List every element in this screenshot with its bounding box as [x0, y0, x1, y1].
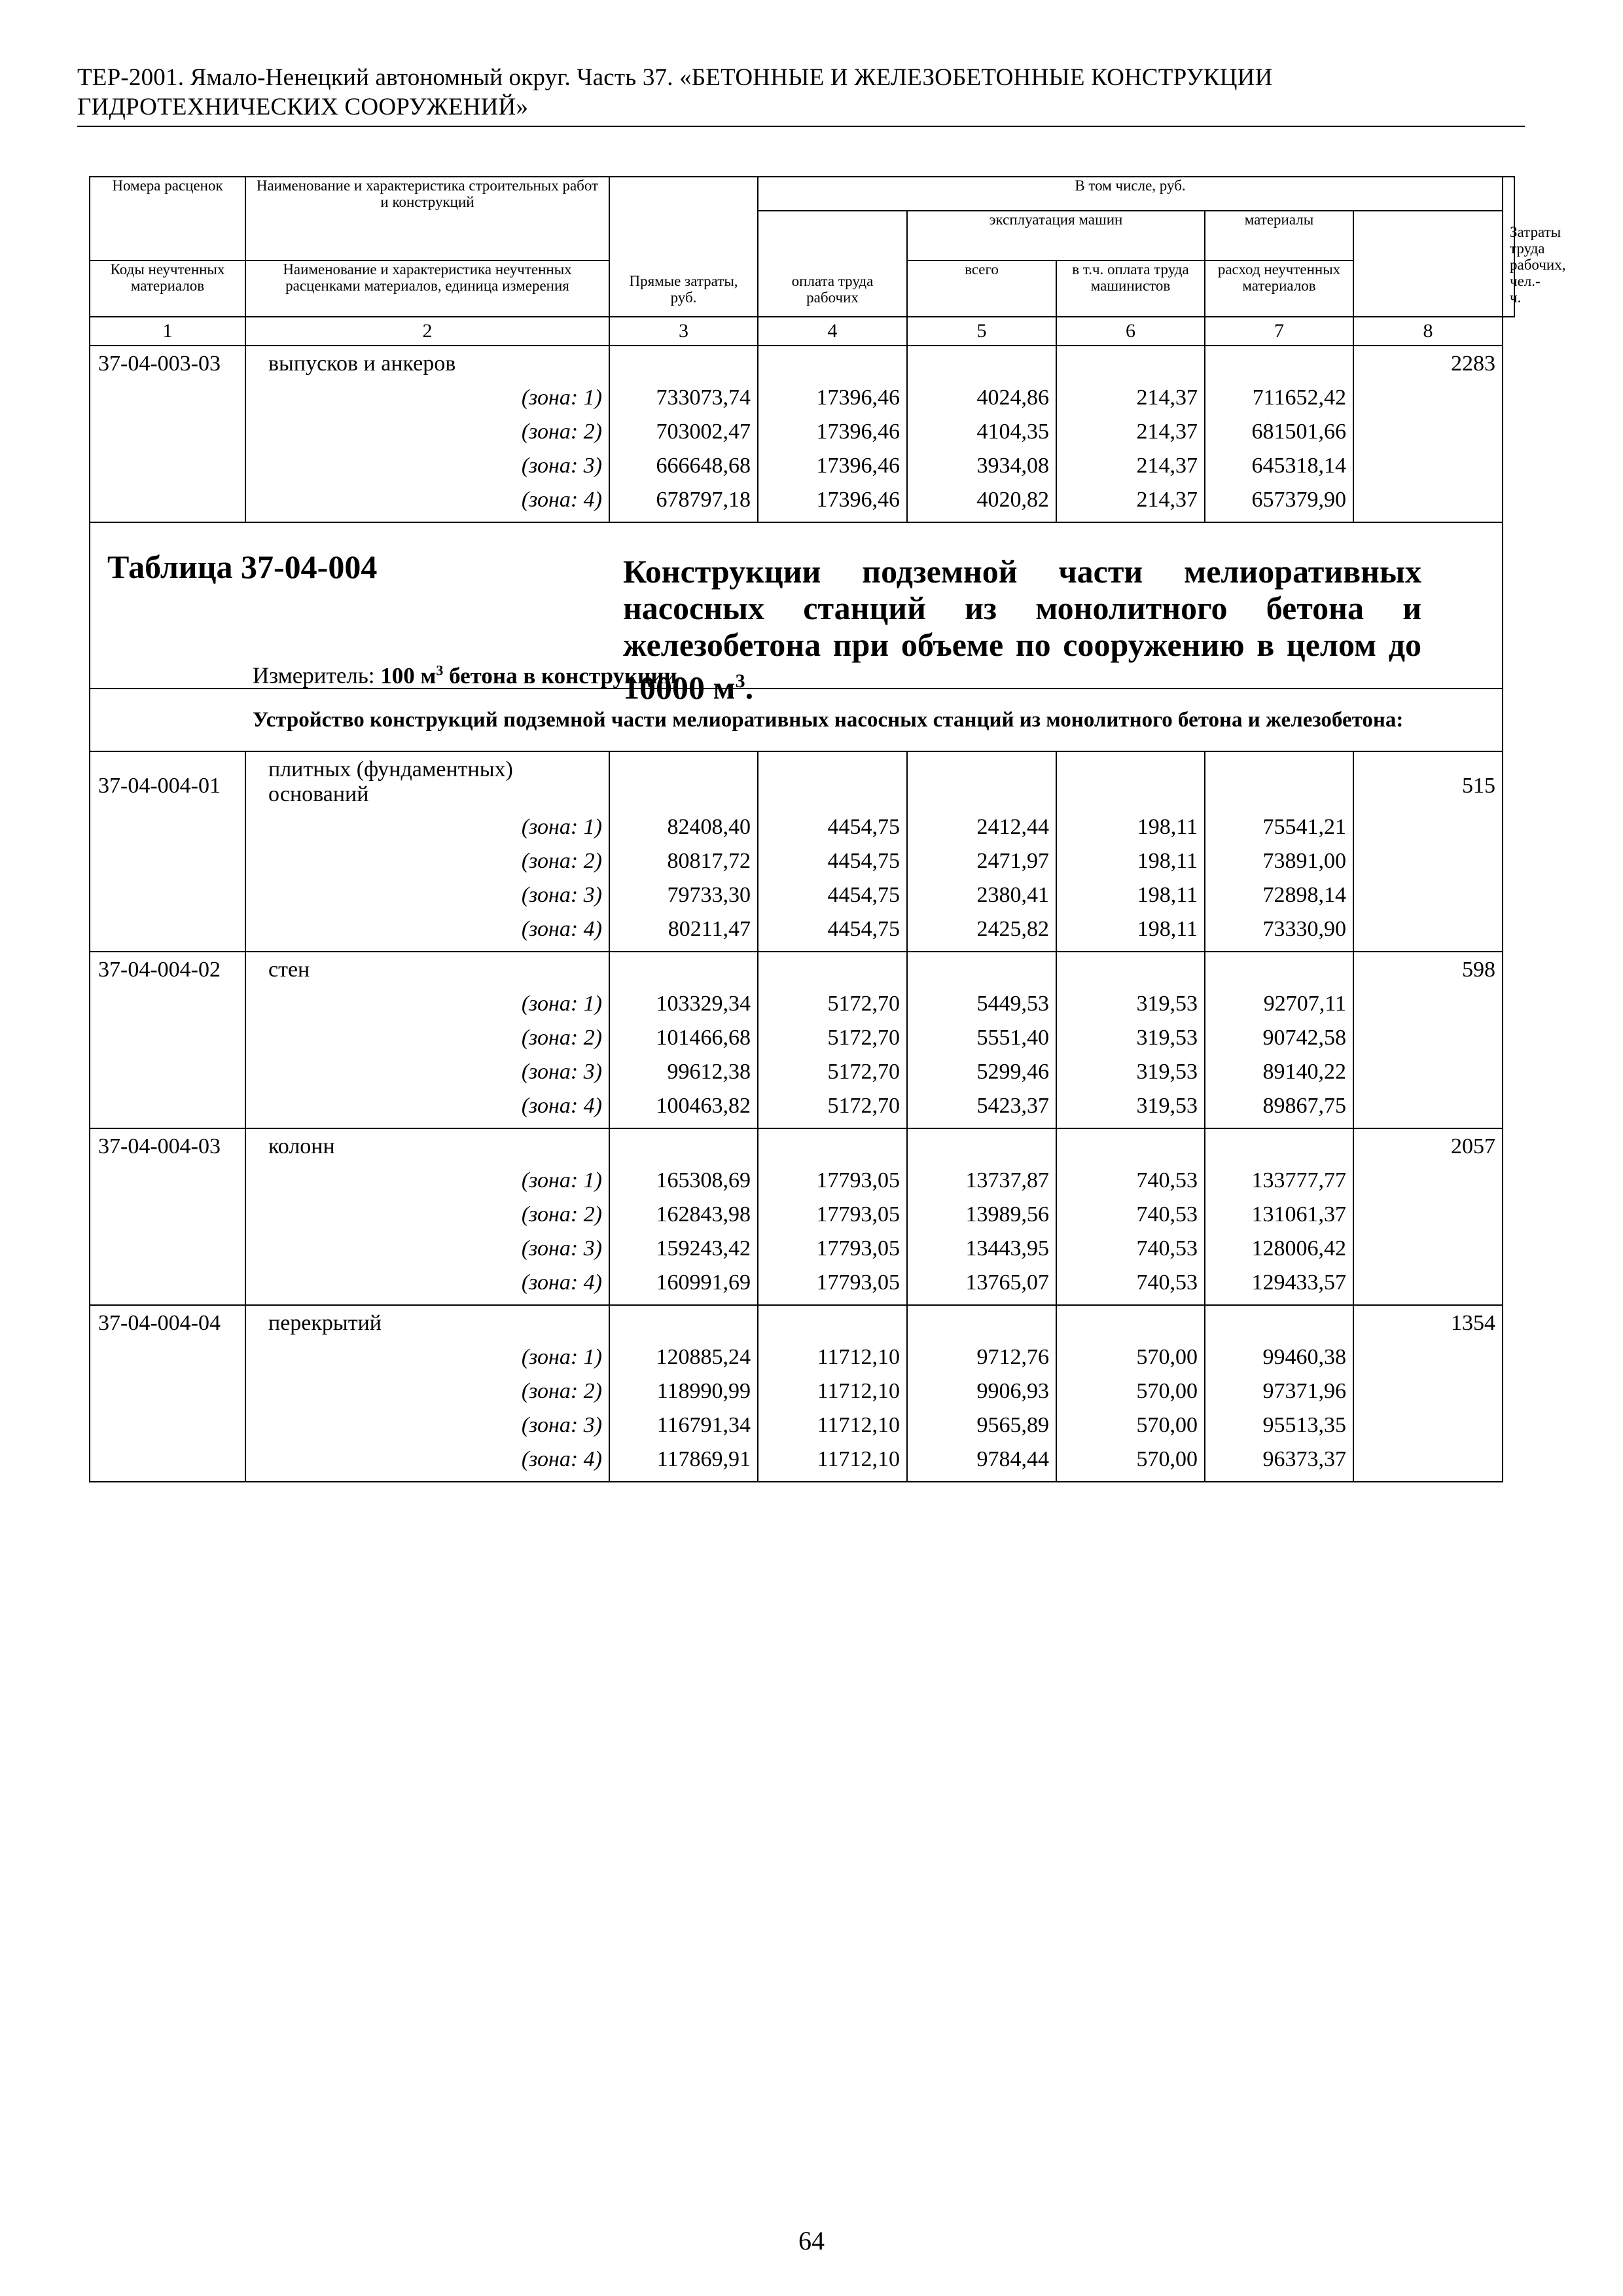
empty-cell — [90, 1168, 245, 1202]
work-name: плитных (фундаментных) оснований — [245, 751, 609, 815]
materials-cost: 97371,96 — [1205, 1379, 1353, 1413]
empty-cell — [609, 952, 758, 992]
direct-costs: 117869,91 — [609, 1447, 758, 1482]
empty-cell — [907, 751, 1056, 815]
operators-pay: 198,11 — [1056, 917, 1205, 952]
empty-cell — [907, 1128, 1056, 1168]
zone-label: (зона: 4) — [245, 917, 609, 952]
empty-cell — [907, 952, 1056, 992]
labor-pay: 5172,70 — [758, 1026, 907, 1060]
materials-cost: 645318,14 — [1205, 454, 1353, 488]
zone-label: (зона: 2) — [245, 1379, 609, 1413]
materials-cost: 133777,77 — [1205, 1168, 1353, 1202]
zone-row — [90, 386, 1514, 420]
header-direct-costs: Прямые затраты, руб. — [609, 177, 758, 317]
empty-cell — [1353, 1413, 1503, 1447]
header-unaccounted-materials: расход неучтенных материалов — [1205, 260, 1353, 317]
empty-cell — [1205, 1128, 1353, 1168]
empty-cell — [1056, 1128, 1205, 1168]
empty-cell — [907, 1305, 1056, 1345]
page-number: 64 — [798, 2226, 825, 2255]
materials-cost: 73891,00 — [1205, 849, 1353, 883]
empty-cell — [90, 420, 245, 454]
zone-label: (зона: 3) — [245, 1236, 609, 1270]
zone-label: (зона: 1) — [245, 1345, 609, 1379]
header-machines-total: всего — [907, 260, 1056, 317]
empty-cell — [1353, 992, 1503, 1026]
empty-cell — [90, 1379, 245, 1413]
empty-cell — [90, 992, 245, 1026]
zone-row — [90, 1168, 1514, 1202]
machines-cost: 5423,37 — [907, 1094, 1056, 1128]
empty-cell — [1205, 952, 1353, 992]
empty-cell — [758, 952, 907, 992]
empty-cell — [609, 346, 758, 386]
labor-cost: 2057 — [1353, 1128, 1503, 1168]
table-title: Конструкции подземной части мелиоративных насосных станций из монолитного бетона и железобетона при объеме по сооружению в целом до 10000 $м^3$. — [623, 553, 1421, 706]
operators-pay: 570,00 — [1056, 1345, 1205, 1379]
operators-pay: 740,53 — [1056, 1202, 1205, 1236]
labor-pay: 17793,05 — [758, 1270, 907, 1305]
zone-label: (зона: 4) — [245, 1270, 609, 1305]
header-rate-numbers: Номера расценок — [90, 177, 245, 260]
zone-label: (зона: 1) — [245, 815, 609, 849]
machines-cost: 5551,40 — [907, 1026, 1056, 1060]
empty-cell — [1056, 346, 1205, 386]
machines-cost: 2380,41 — [907, 883, 1056, 917]
section-title: Устройство конструкций подземной части мелиоративных насосных станций из монолитного бетона и железобетона: — [90, 689, 1503, 751]
empty-cell — [90, 454, 245, 488]
materials-cost: 95513,35 — [1205, 1413, 1353, 1447]
materials-cost: 72898,14 — [1205, 883, 1353, 917]
materials-cost: 711652,42 — [1205, 386, 1353, 420]
empty-cell — [1353, 917, 1503, 952]
empty-cell — [1353, 1168, 1503, 1202]
column-number: 6 — [1056, 317, 1205, 346]
direct-costs: 162843,98 — [609, 1202, 758, 1236]
table-title-block — [90, 522, 1503, 706]
machines-cost: 13737,87 — [907, 1168, 1056, 1202]
measurement-unit: Измеритель: 100 $м^3$ бетона в конструкции — [253, 662, 677, 689]
labor-pay: 4454,75 — [758, 815, 907, 849]
operators-pay: 214,37 — [1056, 454, 1205, 488]
machines-cost: 9565,89 — [907, 1413, 1056, 1447]
zone-row — [90, 1345, 1514, 1379]
direct-costs: 99612,38 — [609, 1060, 758, 1094]
work-name: перекрытий — [245, 1305, 609, 1345]
machines-cost: 3934,08 — [907, 454, 1056, 488]
labor-pay: 5172,70 — [758, 1060, 907, 1094]
zone-label: (зона: 3) — [245, 1060, 609, 1094]
labor-pay: 17396,46 — [758, 420, 907, 454]
empty-cell — [90, 1094, 245, 1128]
empty-cell — [90, 1202, 245, 1236]
machines-cost: 4020,82 — [907, 488, 1056, 522]
empty-cell — [1353, 386, 1503, 420]
empty-cell — [609, 1305, 758, 1345]
header-material-codes: Коды неучтенных материалов — [90, 260, 245, 317]
machines-cost: 9906,93 — [907, 1379, 1056, 1413]
machines-cost: 4024,86 — [907, 386, 1056, 420]
operators-pay: 214,37 — [1056, 488, 1205, 522]
empty-cell — [90, 1413, 245, 1447]
empty-cell — [758, 1128, 907, 1168]
direct-costs: 666648,68 — [609, 454, 758, 488]
direct-costs: 100463,82 — [609, 1094, 758, 1128]
materials-cost: 129433,57 — [1205, 1270, 1353, 1305]
direct-costs: 160991,69 — [609, 1270, 758, 1305]
empty-cell — [1056, 1305, 1205, 1345]
empty-cell — [1353, 1026, 1503, 1060]
labor-pay: 4454,75 — [758, 849, 907, 883]
zone-label: (зона: 1) — [245, 1168, 609, 1202]
materials-cost: 657379,90 — [1205, 488, 1353, 522]
empty-cell — [1353, 849, 1503, 883]
zone-row — [90, 1026, 1514, 1060]
zone-label: (зона: 3) — [245, 454, 609, 488]
zone-row — [90, 917, 1514, 952]
rate-code: 37-04-003-03 — [90, 346, 245, 386]
header-operators-pay: в т.ч. оплата труда машинистов — [1056, 260, 1205, 317]
empty-cell — [90, 1447, 245, 1482]
machines-cost: 5299,46 — [907, 1060, 1056, 1094]
header-materials: материалы — [1205, 211, 1353, 260]
zone-row — [90, 1413, 1514, 1447]
column-number: 1 — [90, 317, 245, 346]
materials-cost: 92707,11 — [1205, 992, 1353, 1026]
empty-cell — [1056, 751, 1205, 815]
zone-row — [90, 488, 1514, 522]
direct-costs: 165308,69 — [609, 1168, 758, 1202]
zone-label: (зона: 4) — [245, 1094, 609, 1128]
operators-pay: 198,11 — [1056, 849, 1205, 883]
labor-pay: 17793,05 — [758, 1168, 907, 1202]
materials-cost: 73330,90 — [1205, 917, 1353, 952]
labor-cost: 515 — [1353, 751, 1503, 815]
empty-cell — [1205, 346, 1353, 386]
zone-row — [90, 454, 1514, 488]
item-row — [90, 1128, 1514, 1168]
empty-cell — [90, 386, 245, 420]
column-number: 8 — [1353, 317, 1503, 346]
previous-table-body — [90, 346, 1514, 522]
machines-cost: 4104,35 — [907, 420, 1056, 454]
item-row — [90, 1305, 1514, 1345]
materials-cost: 681501,66 — [1205, 420, 1353, 454]
empty-cell — [1353, 488, 1503, 522]
empty-cell — [1056, 952, 1205, 992]
operators-pay: 570,00 — [1056, 1447, 1205, 1482]
direct-costs: 678797,18 — [609, 488, 758, 522]
empty-cell — [1205, 1305, 1353, 1345]
column-number: 5 — [907, 317, 1056, 346]
zone-label: (зона: 3) — [245, 883, 609, 917]
operators-pay: 319,53 — [1056, 1060, 1205, 1094]
empty-cell — [1353, 883, 1503, 917]
table-number: Таблица 37-04-004 — [107, 548, 378, 585]
empty-cell — [90, 815, 245, 849]
direct-costs: 103329,34 — [609, 992, 758, 1026]
header-labor-costs: Затраты труда рабочих, чел.-ч. — [1503, 177, 1514, 317]
machines-cost: 9712,76 — [907, 1345, 1056, 1379]
operators-pay: 570,00 — [1056, 1413, 1205, 1447]
materials-cost: 131061,37 — [1205, 1202, 1353, 1236]
direct-costs: 101466,68 — [609, 1026, 758, 1060]
machines-cost: 2471,97 — [907, 849, 1056, 883]
labor-pay: 17793,05 — [758, 1202, 907, 1236]
zone-row — [90, 1060, 1514, 1094]
column-number: 3 — [609, 317, 758, 346]
zone-label: (зона: 2) — [245, 420, 609, 454]
empty-cell — [1353, 1202, 1503, 1236]
materials-cost: 75541,21 — [1205, 815, 1353, 849]
zone-row — [90, 849, 1514, 883]
labor-cost: 598 — [1353, 952, 1503, 992]
labor-pay: 4454,75 — [758, 883, 907, 917]
direct-costs: 118990,99 — [609, 1379, 758, 1413]
operators-pay: 740,53 — [1056, 1270, 1205, 1305]
materials-cost: 89867,75 — [1205, 1094, 1353, 1128]
zone-row — [90, 1094, 1514, 1128]
empty-cell — [1205, 751, 1353, 815]
item-row — [90, 751, 1514, 815]
column-number: 7 — [1205, 317, 1353, 346]
labor-pay: 17396,46 — [758, 488, 907, 522]
empty-cell — [90, 1236, 245, 1270]
direct-costs: 733073,74 — [609, 386, 758, 420]
machines-cost: 13443,95 — [907, 1236, 1056, 1270]
zone-label: (зона: 3) — [245, 1413, 609, 1447]
zone-label: (зона: 1) — [245, 992, 609, 1026]
machines-cost: 13765,07 — [907, 1270, 1056, 1305]
empty-cell — [1353, 454, 1503, 488]
zone-label: (зона: 4) — [245, 1447, 609, 1482]
materials-cost: 90742,58 — [1205, 1026, 1353, 1060]
empty-cell — [1353, 1345, 1503, 1379]
zone-row — [90, 883, 1514, 917]
labor-cost: 2283 — [1353, 346, 1503, 386]
empty-cell — [1353, 1094, 1503, 1128]
work-name: колонн — [245, 1128, 609, 1168]
labor-pay: 11712,10 — [758, 1379, 907, 1413]
labor-pay: 11712,10 — [758, 1345, 907, 1379]
zone-row — [90, 1202, 1514, 1236]
labor-pay: 17396,46 — [758, 386, 907, 420]
empty-cell — [1353, 1236, 1503, 1270]
empty-cell — [90, 917, 245, 952]
zone-label: (зона: 4) — [245, 488, 609, 522]
empty-cell — [609, 1128, 758, 1168]
zone-row — [90, 1379, 1514, 1413]
zone-row — [90, 1270, 1514, 1305]
materials-cost: 99460,38 — [1205, 1345, 1353, 1379]
document-header — [77, 63, 1517, 122]
direct-costs: 703002,47 — [609, 420, 758, 454]
work-name: стен — [245, 952, 609, 992]
zone-label: (зона: 2) — [245, 1026, 609, 1060]
header-including: В том числе, руб. — [758, 177, 1503, 211]
empty-cell — [90, 1026, 245, 1060]
empty-cell — [609, 751, 758, 815]
header-divider — [77, 126, 1525, 127]
empty-cell — [1353, 1060, 1503, 1094]
labor-pay: 5172,70 — [758, 1094, 907, 1128]
empty-cell — [90, 1270, 245, 1305]
zone-label: (зона: 2) — [245, 849, 609, 883]
labor-cost: 1354 — [1353, 1305, 1503, 1345]
empty-cell — [1353, 420, 1503, 454]
labor-pay: 11712,10 — [758, 1447, 907, 1482]
labor-pay: 4454,75 — [758, 917, 907, 952]
table-body — [90, 751, 1514, 1482]
machines-cost: 2412,44 — [907, 815, 1056, 849]
rate-code: 37-04-004-02 — [90, 952, 245, 992]
header-line-1: ТЕР-2001. Ямало-Ненецкий автономный округ. Часть 37. «БЕТОННЫЕ И ЖЕЛЕЗОБЕТОННЫЕ КОНСТРУКЦИИ — [77, 64, 1273, 91]
materials-cost: 128006,42 — [1205, 1236, 1353, 1270]
work-name: выпусков и анкеров — [245, 346, 609, 386]
labor-pay: 17396,46 — [758, 454, 907, 488]
empty-cell — [1353, 1270, 1503, 1305]
operators-pay: 319,53 — [1056, 992, 1205, 1026]
header-material-names: Наименование и характеристика неучтенных расценками материалов, единица измерения — [245, 260, 609, 317]
empty-cell — [907, 346, 1056, 386]
rates-table — [89, 176, 1566, 1482]
operators-pay: 198,11 — [1056, 815, 1205, 849]
operators-pay: 319,53 — [1056, 1026, 1205, 1060]
empty-cell — [758, 1305, 907, 1345]
header-line-2: ГИДРОТЕХНИЧЕСКИХ СООРУЖЕНИЙ» — [77, 94, 529, 120]
direct-costs: 79733,30 — [609, 883, 758, 917]
empty-cell — [758, 751, 907, 815]
zone-label: (зона: 1) — [245, 386, 609, 420]
machines-cost: 9784,44 — [907, 1447, 1056, 1482]
operators-pay: 214,37 — [1056, 420, 1205, 454]
operators-pay: 214,37 — [1056, 386, 1205, 420]
empty-cell — [90, 849, 245, 883]
rate-code: 37-04-004-03 — [90, 1128, 245, 1168]
column-number: 4 — [758, 317, 907, 346]
empty-cell — [758, 346, 907, 386]
header-labor-pay: оплата труда рабочих — [758, 211, 907, 317]
zone-label: (зона: 2) — [245, 1202, 609, 1236]
labor-pay: 17793,05 — [758, 1236, 907, 1270]
zone-row — [90, 420, 1514, 454]
zone-row — [90, 992, 1514, 1026]
machines-cost: 2425,82 — [907, 917, 1056, 952]
rate-code: 37-04-004-01 — [90, 751, 245, 815]
labor-pay: 5172,70 — [758, 992, 907, 1026]
materials-cost: 96373,37 — [1205, 1447, 1353, 1482]
materials-cost: 89140,22 — [1205, 1060, 1353, 1094]
empty-cell — [90, 1345, 245, 1379]
direct-costs: 82408,40 — [609, 815, 758, 849]
direct-costs: 116791,34 — [609, 1413, 758, 1447]
empty-cell — [1353, 815, 1503, 849]
zone-row — [90, 1447, 1514, 1482]
empty-cell — [90, 1060, 245, 1094]
empty-cell — [1353, 1447, 1503, 1482]
header-machines: эксплуатация машин — [907, 211, 1205, 260]
empty-cell — [90, 488, 245, 522]
direct-costs: 159243,42 — [609, 1236, 758, 1270]
item-row — [90, 346, 1514, 386]
zone-row — [90, 1236, 1514, 1270]
labor-pay: 11712,10 — [758, 1413, 907, 1447]
direct-costs: 80817,72 — [609, 849, 758, 883]
operators-pay: 319,53 — [1056, 1094, 1205, 1128]
operators-pay: 740,53 — [1056, 1168, 1205, 1202]
machines-cost: 5449,53 — [907, 992, 1056, 1026]
direct-costs: 120885,24 — [609, 1345, 758, 1379]
direct-costs: 80211,47 — [609, 917, 758, 952]
zone-row — [90, 815, 1514, 849]
empty-cell — [1353, 1379, 1503, 1413]
column-number: 2 — [245, 317, 609, 346]
operators-pay: 570,00 — [1056, 1379, 1205, 1413]
operators-pay: 740,53 — [1056, 1236, 1205, 1270]
empty-cell — [90, 883, 245, 917]
machines-cost: 13989,56 — [907, 1202, 1056, 1236]
rate-code: 37-04-004-04 — [90, 1305, 245, 1345]
header-work-name: Наименование и характеристика строительных работ и конструкций — [245, 177, 609, 260]
operators-pay: 198,11 — [1056, 883, 1205, 917]
item-row — [90, 952, 1514, 992]
